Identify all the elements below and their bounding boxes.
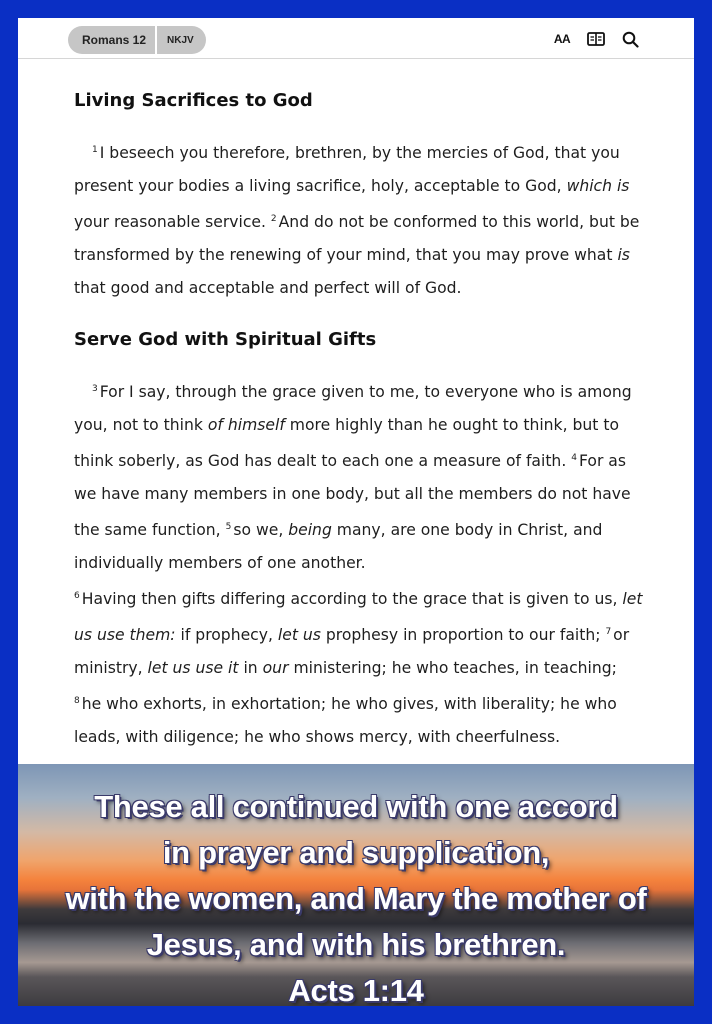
banner-line: Jesus, and with his brethren. bbox=[146, 927, 566, 962]
verse-italic: of himself bbox=[207, 416, 285, 434]
verse-text[interactable]: so we, bbox=[233, 521, 289, 539]
banner-reference: Acts 1:14 bbox=[288, 973, 424, 1006]
paragraph bbox=[74, 134, 648, 305]
verse-text[interactable]: or ministry, bbox=[74, 626, 630, 677]
banner-line: with the women, and Mary the mother of bbox=[65, 881, 647, 916]
verse-text[interactable]: I beseech you therefore, brethren, by the mercies of God, that you present your bodies a living sacrifice, holy, acceptable to God, bbox=[74, 144, 620, 195]
verse-italic: which is bbox=[566, 177, 630, 195]
verse-text[interactable]: prophesy in proportion to our faith; bbox=[320, 626, 601, 644]
text-size-icon[interactable] bbox=[552, 29, 572, 49]
text-size-label: AA bbox=[553, 32, 571, 46]
search-icon[interactable] bbox=[620, 29, 640, 49]
banner-quote bbox=[18, 784, 694, 1006]
verse-text[interactable]: many, are one body in Christ, and individually members of one another. bbox=[74, 521, 603, 572]
banner-line: These all continued with one accord bbox=[94, 789, 618, 824]
verse-number[interactable]: 6 bbox=[74, 591, 80, 601]
verse-number[interactable]: 1 bbox=[92, 145, 98, 155]
verse-number[interactable]: 5 bbox=[225, 522, 232, 532]
verse-text[interactable]: more highly than he ought to think, but to think soberly, as God has dealt to each one a measure of faith. bbox=[74, 416, 620, 470]
verse-italic: being bbox=[288, 521, 332, 539]
verse-text[interactable]: that good and acceptable and perfect will of God. bbox=[74, 279, 462, 297]
verse-text[interactable]: ministering; he who teaches, in teaching; bbox=[288, 659, 617, 677]
verse-text[interactable]: if prophecy, bbox=[175, 626, 278, 644]
verse-number[interactable]: 2 bbox=[270, 214, 277, 224]
verse-banner-image bbox=[18, 764, 694, 1006]
verse-text[interactable]: And do not be conformed to this world, but be transformed by the renewing of your mind, that you may prove what bbox=[74, 213, 640, 264]
verse-text[interactable]: For as we have many members in one body, but all the members do not have the same function, bbox=[74, 452, 631, 539]
chapter-content bbox=[74, 80, 648, 754]
verse-text[interactable]: For I say, through the grace given to me, to everyone who is among you, not to think bbox=[74, 383, 632, 434]
verse-italic: is bbox=[617, 246, 630, 264]
verse-italic: let us use it bbox=[147, 659, 239, 677]
verse-italic: our bbox=[262, 659, 289, 677]
verse-italic: let us use them: bbox=[74, 590, 643, 644]
verse-italic: let us bbox=[277, 626, 321, 644]
verse-number[interactable]: 8 bbox=[74, 696, 80, 706]
section-heading: Serve God with Spiritual Gifts bbox=[74, 329, 377, 350]
verse-text[interactable]: in bbox=[238, 659, 263, 677]
verse-number[interactable]: 7 bbox=[605, 627, 612, 637]
verse-text[interactable]: Having then gifts differing according to the grace that is given to us, bbox=[81, 590, 623, 608]
chapter-version-selector bbox=[68, 26, 206, 54]
top-bar bbox=[18, 18, 694, 59]
verse-number[interactable]: 4 bbox=[571, 453, 577, 463]
verse-text[interactable]: he who exhorts, in exhortation; he who gives, with liberality; he who leads, with diligence; he who shows mercy, with cheerfulness. bbox=[74, 695, 617, 746]
reader-page bbox=[18, 18, 694, 1006]
chapter-selector-button[interactable]: Romans 12 bbox=[68, 26, 157, 54]
verse-number[interactable]: 3 bbox=[92, 384, 98, 394]
toolbar-icons bbox=[552, 29, 640, 49]
verse-text[interactable]: your reasonable service. bbox=[74, 213, 266, 231]
paragraph bbox=[74, 373, 648, 754]
version-selector-button[interactable]: NKJV bbox=[167, 34, 194, 46]
banner-line: in prayer and supplication, bbox=[162, 835, 550, 870]
parallel-view-icon[interactable] bbox=[586, 29, 606, 49]
section-heading: Living Sacrifices to God bbox=[74, 90, 313, 111]
